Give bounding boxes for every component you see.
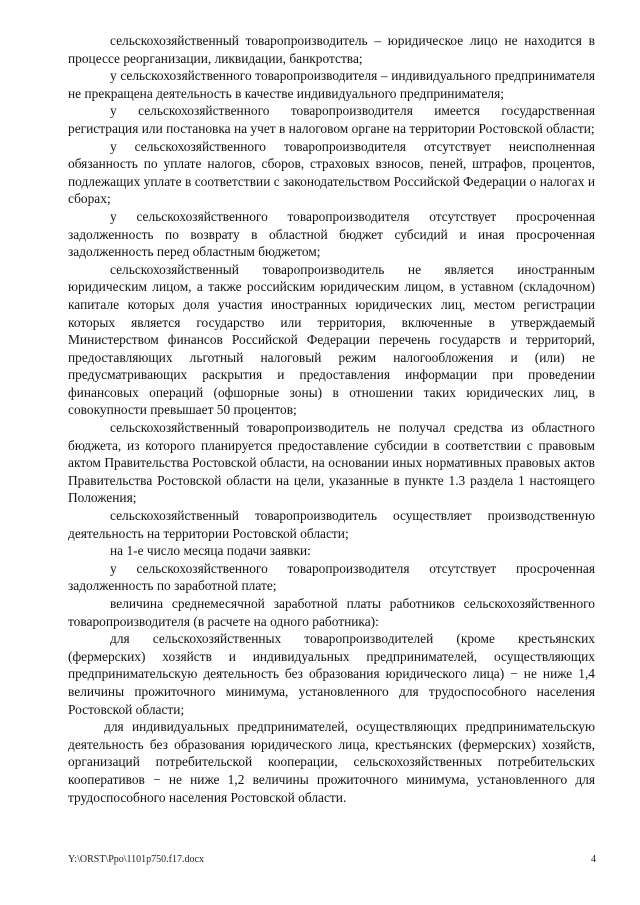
paragraph: для индивидуальных предпринимателей, осуществляющих предпринимательскую деятельность без образования юридического лица, крестьянских (фермерских) хозяйств, организаций потребительской кооперации, сельскохозяйственных потребительских кооперативов − не ниже 1,2 величины прожиточного минимума, установленного для трудоспособного населения Ростовской области.	[68, 719, 595, 805]
paragraph: у сельскохозяйственного товаропроизводителя отсутствует просроченная задолженность по заработной плате;	[68, 560, 595, 594]
paragraph: сельскохозяйственный товаропроизводитель не является иностранным юридическим лицом, а также российским юридическим лицом, в уставном (складочном) капитале которых доля участия иностранных юридических лиц, местом регистрации которых является государство или территория, включенные в утверждаемый Министерством финансов Российской Федерации перечень государств и территорий, предоставляющих льготный налоговый режим налогообложения и (или) не предусматривающих раскрытия и предоставления информации при проведении финансовых операций (офшорные зоны) в отношении таких юридических лиц, в совокупности превышает 50 процентов;	[68, 261, 595, 418]
page-number: 4	[591, 854, 596, 865]
paragraph: сельскохозяйственный товаропроизводитель осуществляет производственную деятельность на территории Ростовской области;	[68, 508, 595, 541]
paragraph: сельскохозяйственный товаропроизводитель – юридическое лицо не находится в процессе реорганизации, ликвидации, банкротства;	[68, 33, 595, 66]
document-body	[68, 32, 595, 806]
paragraph: у сельскохозяйственного товаропроизводителя – индивидуального предпринимателя не прекращена деятельность в качестве индивидуального предпринимателя;	[68, 68, 595, 101]
paragraph: у сельскохозяйственного товаропроизводителя отсутствует просроченная задолженность по возврату в областной бюджет субсидий и иная просроченная задолженность перед областным бюджетом;	[68, 208, 595, 260]
paragraph: величина среднемесячной заработной платы работников сельскохозяйственного товаропроизводителя (в расчете на одного работника):	[68, 596, 595, 629]
footer-file-path: Y:\ORST\Ppo\1101p750.f17.docx	[68, 854, 204, 865]
paragraph: на 1-е число месяца подачи заявки:	[110, 543, 311, 559]
paragraph: сельскохозяйственный товаропроизводитель не получал средства из областного бюджета, из которого планируется предоставление субсидии в соответствии с правовым актом Правительства Ростовской области, на основании иных нормативных правовых актов Правительства Ростовской области на цели, указанные в пункте 1.3 раздела 1 настоящего Положения;	[68, 420, 595, 506]
paragraph: у сельскохозяйственного товаропроизводителя отсутствует неисполненная обязанность по уплате налогов, сборов, страховых взносов, пеней, штрафов, процентов, подлежащих уплате в соответствии с законодательством Российской Федерации о налогах и сборах;	[68, 138, 595, 207]
paragraph: у сельскохозяйственного товаропроизводителя имеется государственная регистрация или постановка на учет в налоговом органе на территории Ростовской области;	[68, 103, 595, 136]
paragraph: для сельскохозяйственных товаропроизводителей (кроме крестьянских (фермерских) хозяйств и индивидуальных предпринимателей, осуществляющих предпринимательскую деятельность без образования юридического лица) − не ниже 1,4 величины прожиточного минимума, установленного для трудоспособного населения Ростовской области;	[68, 631, 595, 717]
